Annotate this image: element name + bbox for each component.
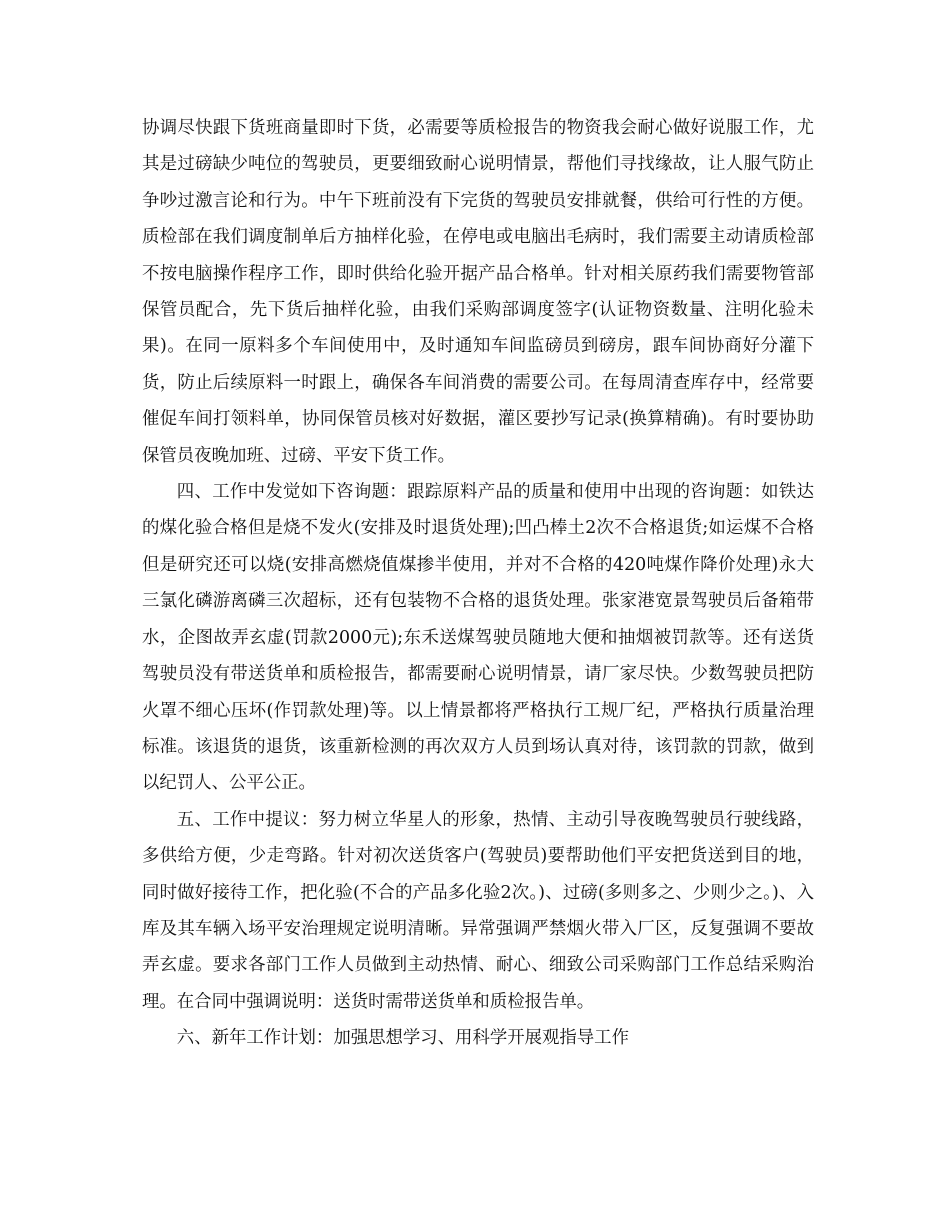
section-five-suggestions-paragraph: 五、工作中提议：努力树立华星人的形象，热情、主动引导夜晚驾驶员行驶线路，多供给方便，少走弯路。针对初次送货客户(驾驶员)要帮助他们平安把货送到目的地，同时做好接待工作，把化验(不合的产品多化验2次。)、过磅(多则多之、少则少之。)、入库及其车辆入场平安治理规定说明清晰。异常强调严禁烟火带入厂区，反复强调不要故弄玄虚。要求各部门工作人员做到主动热情、耐心、细致公司采购部门工作总结采购治理。在合同中强调说明：送货时需带送货单和质检报告单。 — [142, 809, 814, 1012]
section-four-problems-paragraph: 四、工作中发觉如下咨询题：跟踪原料产品的质量和使用中出现的咨询题：如铁达的煤化验合格但是烧不发火(安排及时退货处理);凹凸棒土2次不合格退货;如运煤不合格但是研究还可以烧(安排高燃烧值煤掺半使用，并对不合格的420吨煤作降价处理)永大三氯化磷游离磷三次超标，还有包装物不合格的退货处理。张家港宽景驾驶员后备箱带水，企图故弄玄虚(罚款2000元);东禾送煤驾驶员随地大便和抽烟被罚款等。还有送货驾驶员没有带送货单和质检报告，都需要耐心说明情景，请厂家尽快。少数驾驶员把防火罩不细心压坏(作罚款处理)等。以上情景都将严格执行工规厂纪，严格执行质量治理标准。该退货的退货，该重新检测的再次双方人员到场认真对待，该罚款的罚款，做到以纪罚人、公平公正。 — [142, 482, 814, 794]
body-paragraph-1: 协调尽快跟下货班商量即时下货，必需要等质检报告的物资我会耐心做好说服工作，尤其是过磅缺少吨位的驾驶员，更要细致耐心说明情景，帮他们寻找缘故，让人服气防止争吵过激言论和行为。中午下班前没有下完货的驾驶员安排就餐，供给可行性的方便。质检部在我们调度制单后方抽样化验，在停电或电脑出毛病时，我们需要主动请质检部不按电脑操作程序工作，即时供给化验开据产品合格单。针对相关原药我们需要物管部保管员配合，先下货后抽样化验，由我们采购部调度签字(认证物资数量、注明化验未果)。在同一原料多个车间使用中，及时通知车间监磅员到磅房，跟车间协商好分灌下货，防止后续原料一时跟上，确保各车间消费的需要公司。在每周清查库存中，经常要催促车间打领料单，协同保管员核对好数据，灌区要抄写记录(换算精确)。有时要协助保管员夜晚加班、过磅、平安下货工作。 — [142, 118, 814, 466]
section-six-plan-paragraph: 六、新年工作计划：加强思想学习、用科学开展观指导工作 — [176, 1028, 629, 1049]
document-page — [142, 110, 814, 1057]
